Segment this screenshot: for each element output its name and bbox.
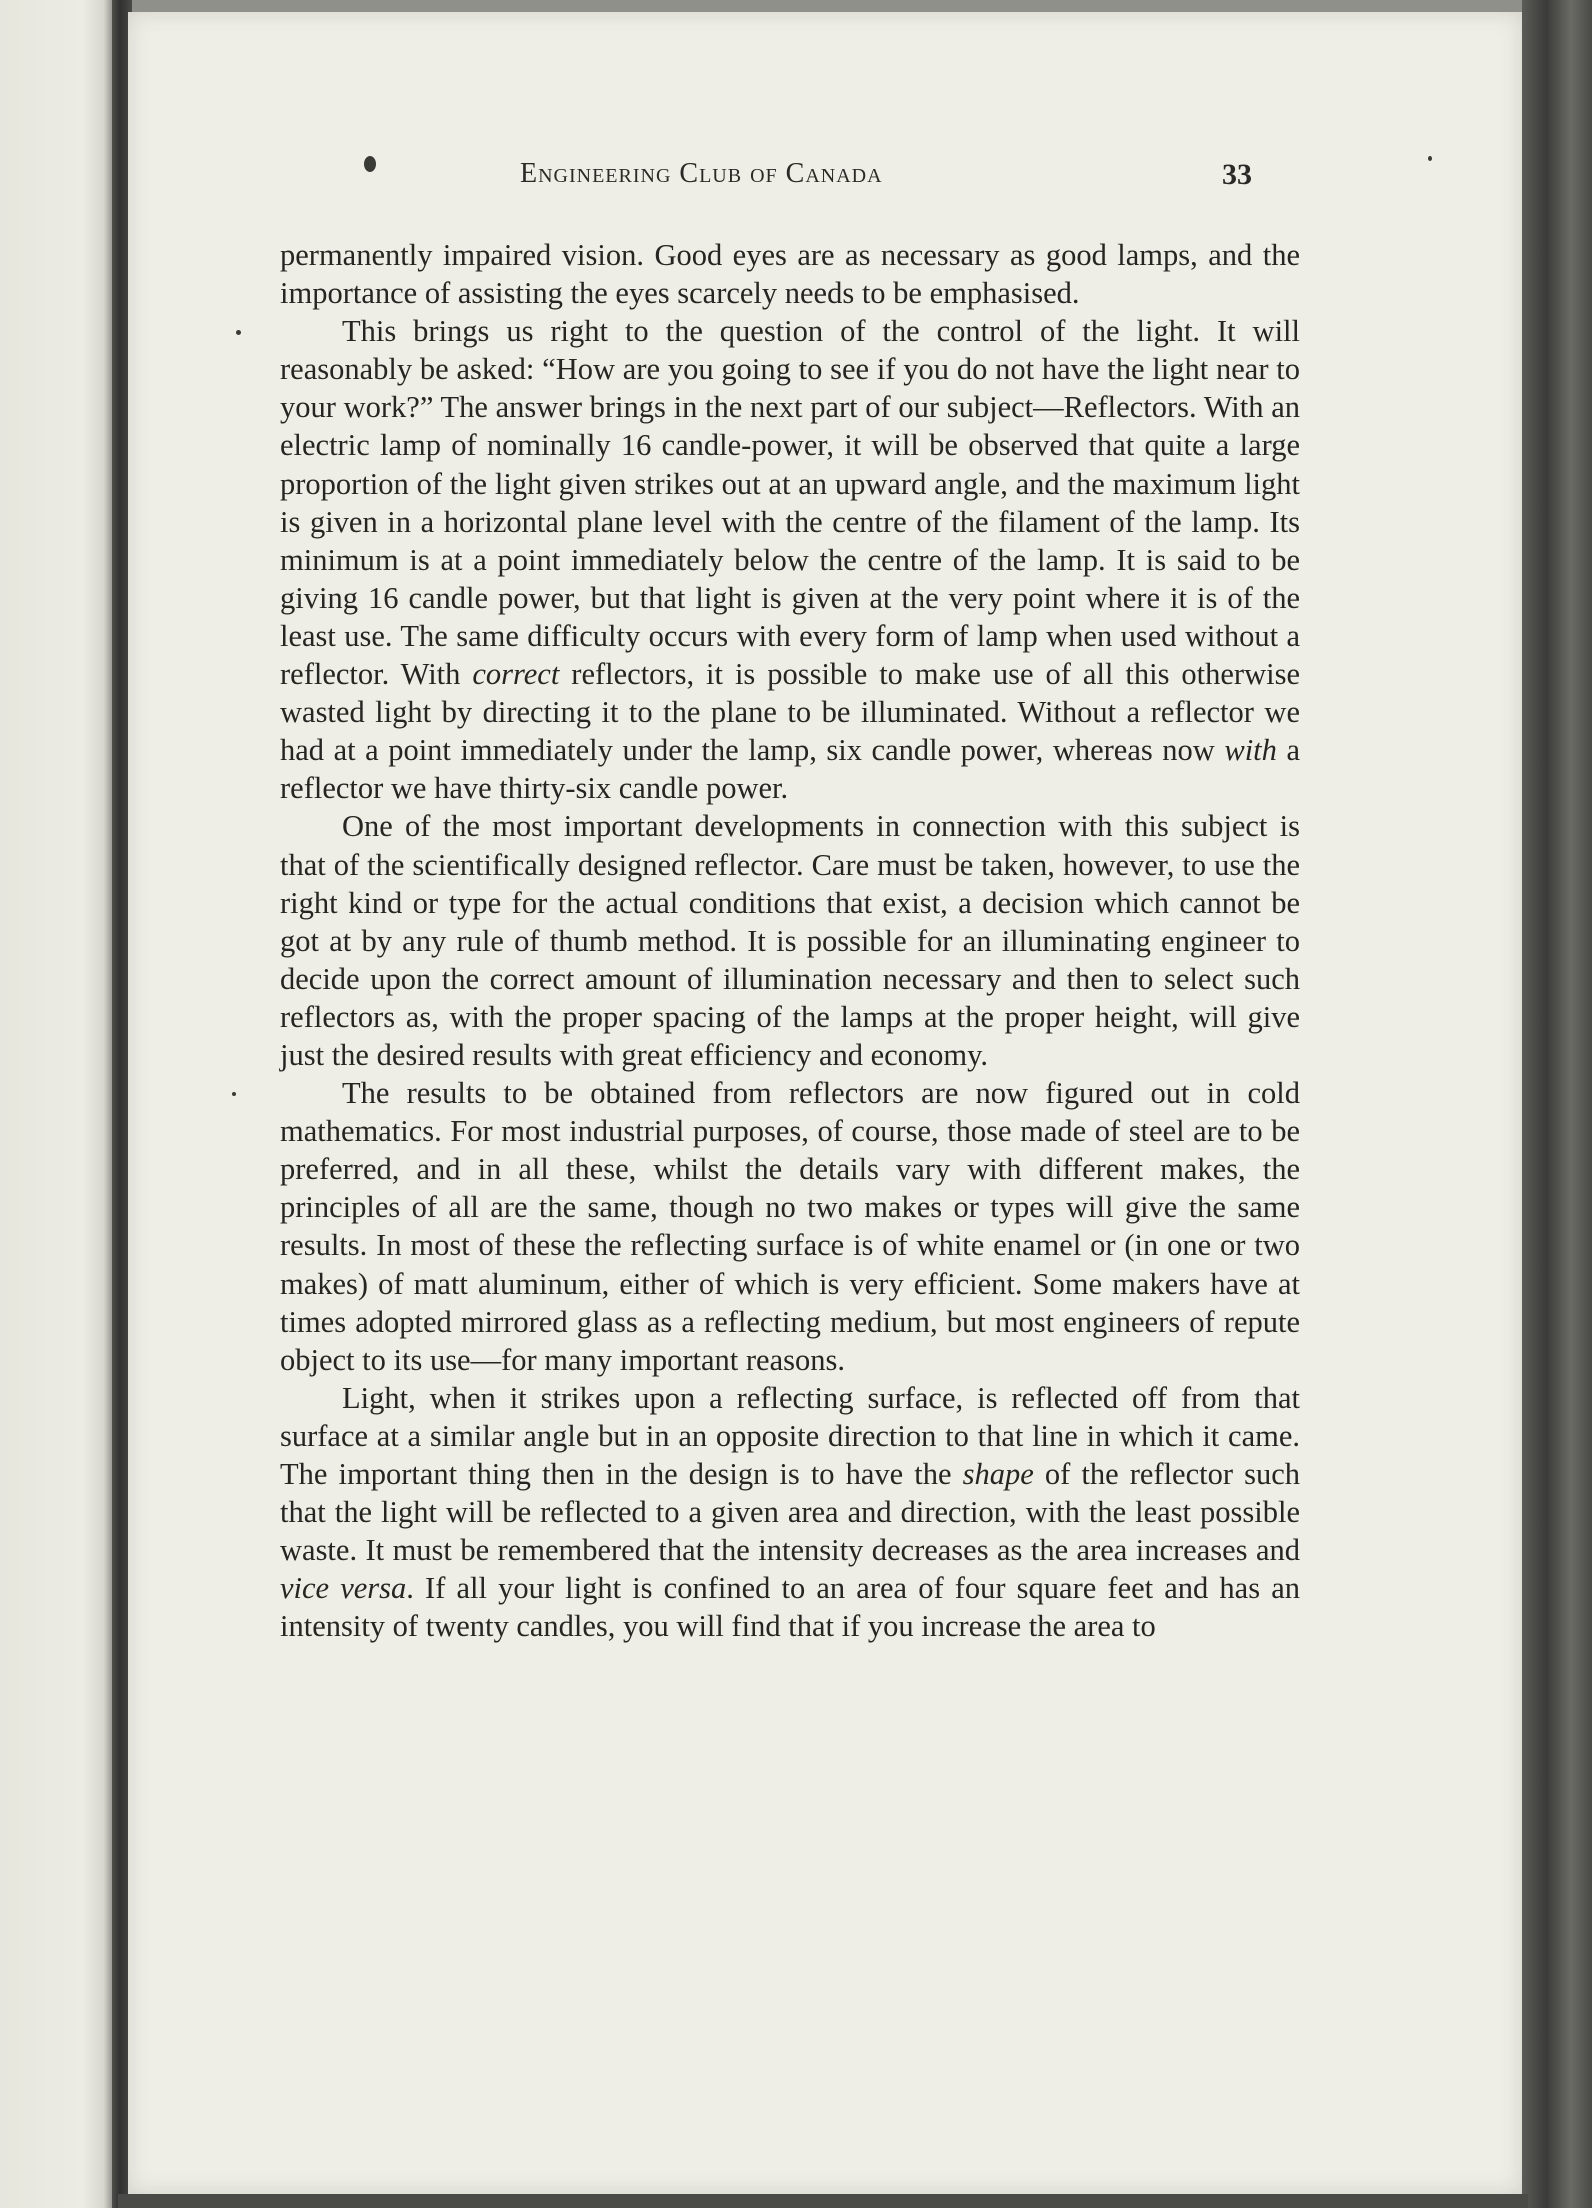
ink-spot	[236, 330, 241, 335]
body-text	[280, 236, 1300, 1645]
ink-spot	[364, 156, 376, 172]
text-segment: One of the most important developments in connection with this subject is that of the scientifically designed reflector. Care must be taken, however, to use the right kind or type for the actual conditions that exist, a decision which cannot be got at by any rule of thumb method. It is possible for an illuminating engineer to decide upon the correct amount of illumination necessary and then to select such reflectors as, with the proper spacing of the lamps at the proper height, will give just the desired results with great efficiency and economy.	[280, 809, 1300, 1072]
text-segment: This brings us right to the question of the control of the light. It will reasonably be asked: “How are you going to see if you do not have the light near to your work?” The answer brings in the next part of our subject—Reflectors. With an electric lamp of nominally 16 candle-power, it will be observed that quite a large proportion of the light given strikes out at an upward angle, and the maximum light is given in a horizontal plane level with the centre of the filament of the lamp. Its minimum is at a point immediately below the centre of the lamp. It is said to be giving 16 candle power, but that light is given at the very point where it is of the least use. The same difficulty occurs with every form of lamp when used without a reflector. With	[280, 314, 1300, 692]
running-head: Engineering Club of Canada	[520, 158, 883, 189]
ink-spot	[232, 1092, 236, 1096]
paragraph	[280, 1074, 1300, 1379]
facing-page-edge	[0, 0, 118, 2208]
text-segment: reflectors, it is possible to make use of all this otherwise wasted light by directing it to the plane to be illuminated. Without a reflector we had at a point immediately under the lamp, six candle power, whereas now	[280, 657, 1300, 768]
italic-text: correct	[472, 657, 560, 692]
paragraph	[280, 312, 1300, 807]
text-segment: a reflector we have thirty-six candle power.	[280, 733, 1300, 806]
page-number: 33	[1222, 158, 1252, 191]
text-segment: The results to be obtained from reflectors are now figured out in cold mathematics. For most industrial purposes, of course, those made of steel are to be preferred, and in all these, whilst the details vary with different makes, the principles of all are the same, though no two makes or types will give the same results. In most of these the reflecting surface is of white enamel or (in one or two makes) of matt aluminum, either of which is very efficient. Some makers have at times adopted mirrored glass as a reflecting medium, but most engineers of repute object to its use—for many important reasons.	[280, 1076, 1300, 1377]
paragraph	[280, 807, 1300, 1074]
ink-spot	[1428, 156, 1432, 161]
text-segment: permanently impaired vision. Good eyes are as necessary as good lamps, and the importance of assisting the eyes scarcely needs to be emphasised.	[280, 238, 1300, 311]
page-bottom-shadow	[118, 2194, 1528, 2208]
book-cover-edge	[1522, 0, 1592, 2208]
italic-text: vice versa	[280, 1571, 407, 1606]
paragraph	[280, 236, 1300, 312]
text-segment: . If all your light is confined to an area of four square feet and has an intensity of twenty candles, you will find that if you increase the area to	[280, 1571, 1301, 1644]
text-segment: of the reflector such that the light will be reflected to a given area and direction, with the least possible waste. It must be remembered that the intensity decreases as the area increases and	[280, 1457, 1300, 1568]
paragraph	[280, 1379, 1300, 1646]
italic-text: with	[1224, 733, 1277, 768]
italic-text: shape	[962, 1457, 1034, 1491]
text-segment: Light, when it strikes upon a reflecting surface, is reflected off from that surface at a similar angle but in an opposite direction to that line in which it came. The important thing then in the design is to have the	[280, 1380, 1300, 1491]
